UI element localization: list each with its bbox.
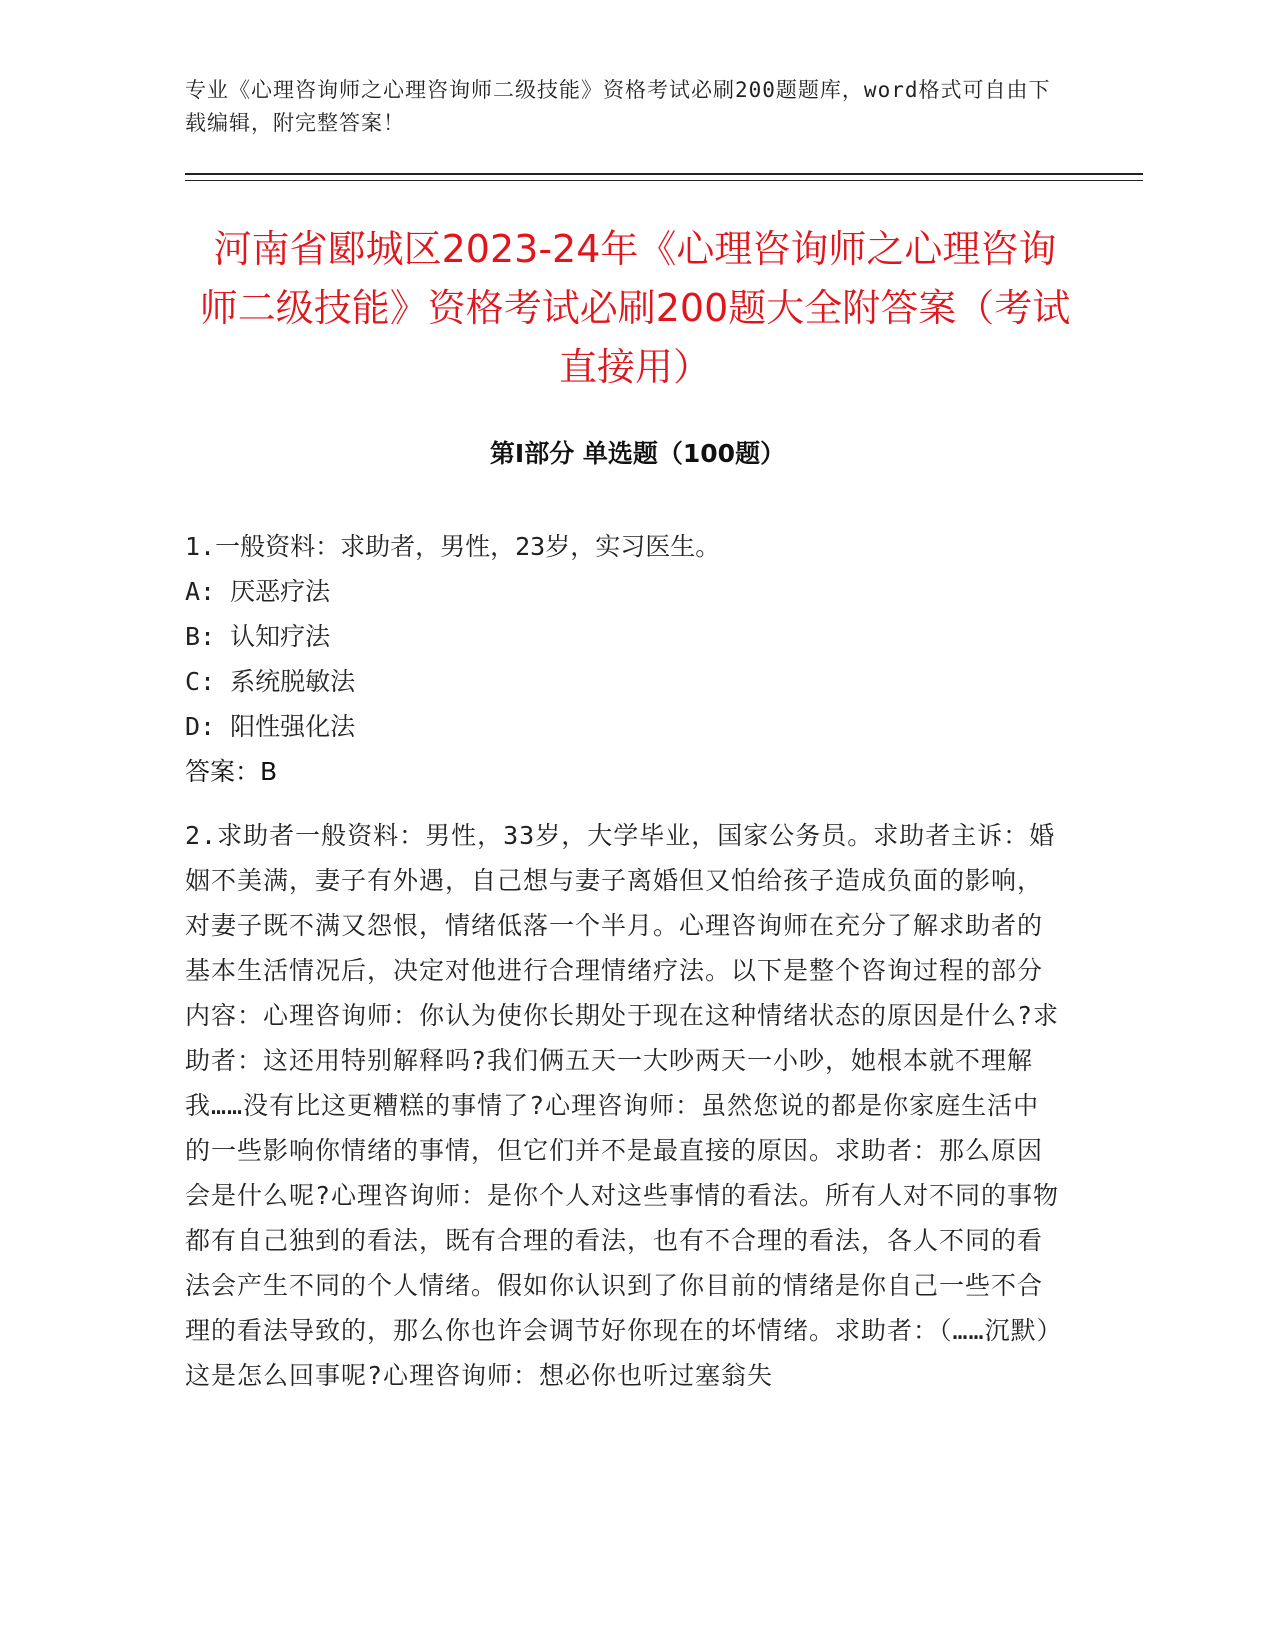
question-1-option-c: C: 系统脱敏法 <box>185 667 356 696</box>
section-heading: 第Ⅰ部分 单选题（100题） <box>489 439 786 468</box>
header-divider-thick <box>185 173 1143 175</box>
question-1-option-b: B: 认知疗法 <box>185 622 331 651</box>
question-1-answer: 答案：B <box>185 757 278 786</box>
document-title: 河南省郾城区2023-24年《心理咨询师之心理咨询师二级技能》资格考试必刷200题大全附答案（考试直接用） <box>199 227 1071 389</box>
question-1-option-d: D: 阳性强化法 <box>185 712 356 741</box>
question-1-stem: 1.一般资料：求助者，男性，23岁，实习医生。 <box>185 532 721 561</box>
question-1 <box>185 524 1085 794</box>
question-1-option-a: A: 厌恶疗法 <box>185 577 331 606</box>
question-2-stem: 2.求助者一般资料：男性，33岁，大学毕业，国家公务员。求助者主诉：婚姻不美满，妻子有外遇，自己想与妻子离婚但又怕给孩子造成负面的影响，对妻子既不满又怨恨，情绪低落一个半月。心理咨询师在充分了解求助者的基本生活情况后，决定对他进行合理情绪疗法。以下是整个咨询过程的部分内容：心理咨询师：你认为使你长期处于现在这种情绪状态的原因是什么?求助者：这还用特别解释吗?我们俩五天一大吵两天一小吵，她根本就不理解我……没有比这更糟糕的事情了?心理咨询师：虽然您说的都是你家庭生活中的一些影响你情绪的事情，但它们并不是最直接的原因。求助者：那么原因会是什么呢?心理咨询师：是你个人对这些事情的看法。所有人对不同的事物都有自己独到的看法，既有合理的看法，也有不合理的看法，各人不同的看法会产生不同的个人情绪。假如你认识到了你目前的情绪是你自己一些不合理的看法导致的，那么你也许会调节好你现在的坏情绪。求助者：（……沉默）这是怎么回事呢?心理咨询师：想必你也听过塞翁失 <box>185 821 1060 1390</box>
header-note: 专业《心理咨询师之心理咨询师二级技能》资格考试必刷200题题库，word格式可自由下载编辑，附完整答案！ <box>185 78 1051 135</box>
header-divider-thin <box>185 180 1143 181</box>
